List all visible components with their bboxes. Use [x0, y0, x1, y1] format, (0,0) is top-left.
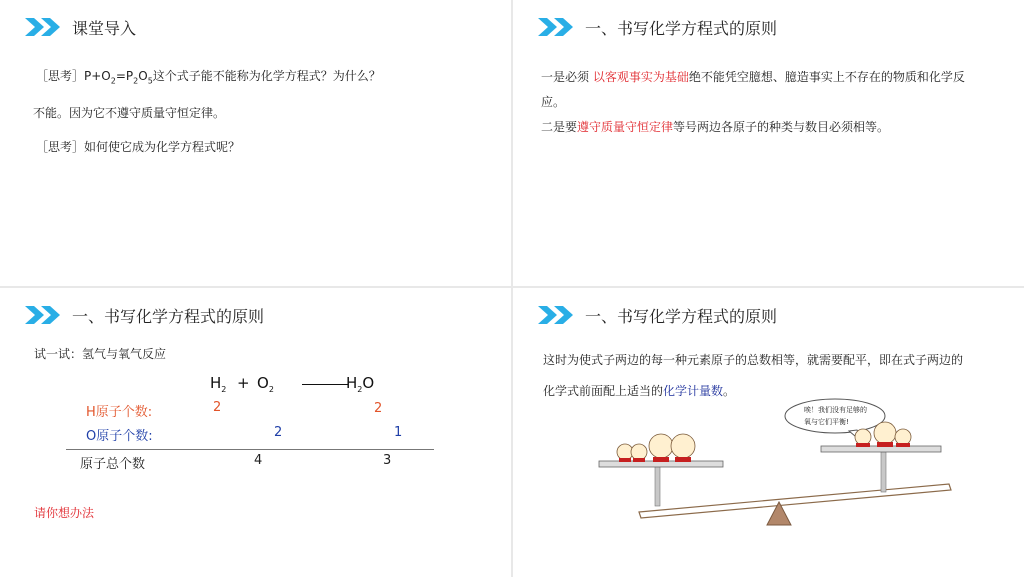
panel-header: [24, 14, 136, 40]
principle-1: 一是必须 以客观事实为基础绝不能凭空臆想、臆造事实上不存在的物质和化学反: [541, 70, 965, 84]
double-chevron-icon: [537, 16, 575, 38]
think-question-1: ［思考$]P+O_2=P_2O_5$这个式子能不能称为化学方程式？为什么？: [36, 69, 381, 86]
panel-title: 一、书写化学方程式的原则: [72, 306, 265, 326]
speech-bubble-line-2: 氧与它们平衡!: [804, 418, 849, 426]
reaction-arrow-line: [302, 384, 348, 385]
o-atom-right: 1: [394, 425, 403, 440]
slide-panel-2: [513, 0, 1024, 286]
reactant-h2: $H_2$: [210, 374, 227, 394]
o-atom-label: O原子个数:: [86, 429, 153, 444]
h-atom-left: 2: [213, 400, 222, 415]
seesaw-illustration: [593, 394, 963, 534]
balance-explanation: 这时为使式子两边的每一种元素原子的总数相等，就需要配平，即在式子两边的: [543, 353, 964, 367]
h-atom-label: H原子个数:: [86, 405, 153, 420]
total-atom-left: 4: [254, 453, 263, 468]
panel-header: [24, 302, 264, 328]
panel-title: 课堂导入: [72, 18, 137, 38]
panel-title: 一、书写化学方程式的原则: [585, 18, 778, 38]
double-chevron-icon: [24, 304, 62, 326]
principle-2: 二是要遵守质量守恒定律等号两边各原子的种类与数目必须相等。: [541, 120, 890, 134]
balance-explanation-cont: 化学式前面配上适当的化学计量数。: [543, 384, 736, 398]
answer-text: 不能。因为它不遵守质量守恒定律。: [33, 106, 226, 120]
total-atom-right: 3: [383, 453, 392, 468]
double-chevron-icon: [24, 16, 62, 38]
think-question-2: ［思考］如何使它成为化学方程式呢？: [36, 140, 241, 154]
total-atom-label: 原子总个数: [80, 457, 146, 472]
slide-panel-3: [0, 288, 511, 577]
speech-bubble-line-1: 唉！我们没有足够的: [804, 406, 867, 414]
panel-title: 一、书写化学方程式的原则: [585, 306, 778, 326]
try-intro: 试一试：氢气与氧气反应: [34, 347, 167, 361]
h-atom-right: 2: [374, 401, 383, 416]
slide-panel-4: [513, 288, 1024, 577]
slide-panel-1: [0, 0, 511, 286]
panel-header: [537, 302, 777, 328]
o-atom-left: 2: [274, 425, 283, 440]
panel-header: [537, 14, 777, 40]
product-h2o: $H_2O$: [346, 374, 375, 394]
plus-sign: +: [237, 374, 250, 392]
table-divider: [66, 449, 434, 450]
think-prompt: 请你想办法: [34, 506, 95, 520]
principle-1-cont: 应。: [541, 95, 566, 109]
reactant-o2: $O_2$: [257, 374, 274, 394]
double-chevron-icon: [537, 304, 575, 326]
